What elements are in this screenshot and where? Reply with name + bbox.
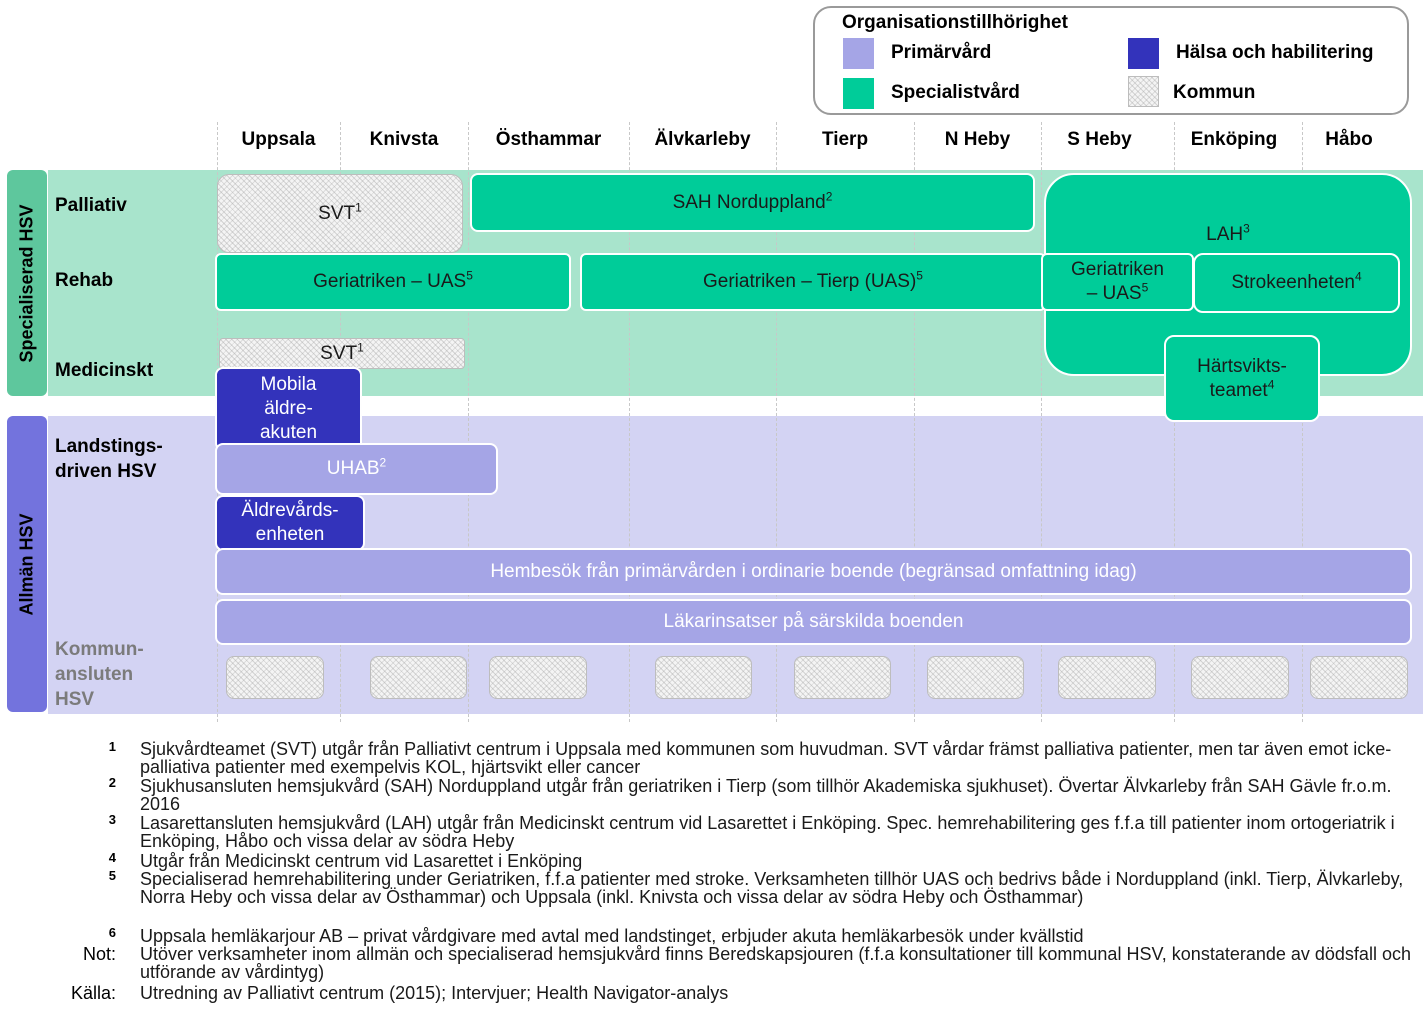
footnote-ref: 5 — [916, 268, 923, 283]
footnote-text: Sjukhusansluten hemsjukvård (SAH) Norduppland utgår från geriatriken i Tierp (som tillhör Akademiska sjukhuset). Övertar Älvkarleby från SAH Gävle fr.o.m. 2016 — [140, 776, 1392, 814]
column-header-tierp: Tierp — [821, 129, 869, 150]
column-header-knivsta: Knivsta — [369, 129, 439, 150]
kommun-box-uppsala — [226, 656, 324, 699]
column-header-habo: Håbo — [1325, 129, 1373, 150]
box-text: UHAB — [326, 458, 380, 479]
box-uhab — [215, 443, 498, 495]
legend — [813, 6, 1409, 115]
box-text: Strokeenheten — [1231, 272, 1355, 293]
row-label-kommunansluten — [55, 637, 144, 712]
footnote-ref: 1 — [355, 200, 362, 215]
box-text: LAH — [1206, 224, 1244, 245]
kommun-box-osthammar — [489, 656, 587, 699]
legend-label-specialistvard: Specialistvård — [891, 82, 1020, 103]
section-specialized-label: Specialiserad HSV — [7, 170, 47, 396]
footnote-number: 6 — [108, 925, 116, 940]
legend-label-primarvard: Primärvård — [891, 42, 992, 63]
row-label-line: Kommun- — [55, 639, 144, 660]
source-text: Utredning av Palliativt centrum (2015); Intervjuer; Health Navigator-analys — [140, 983, 729, 1003]
legend-swatch-specialistvard — [843, 78, 874, 109]
row-label-line: Landstings- — [55, 436, 163, 457]
box-geriatriken-uas — [215, 253, 571, 311]
box-text: Hembesök från primärvården i ordinarie boende (begränsad omfattning idag) — [490, 560, 1137, 582]
column-header-alvkarleby: Älvkarleby — [654, 129, 751, 150]
box-text: Geriatriken – Tierp (UAS) — [703, 271, 917, 292]
legend-swatch-primarvard — [843, 38, 874, 69]
box-mobila-aldreakuten — [215, 367, 362, 451]
legend-label-kommun: Kommun — [1173, 82, 1256, 103]
kommun-box-alvkarleby — [655, 656, 752, 699]
kommun-box-knivsta — [370, 656, 467, 699]
footnote-number: 1 — [108, 739, 116, 754]
footnote-ref: 3 — [1243, 221, 1250, 236]
footnote-text: Uppsala hemläkarjour AB – privat vårdgivare med avtal med landstinget, erbjuder akuta hemläkarbesök under kvällstid — [140, 926, 1084, 946]
legend-title: Organisationstillhörighet — [842, 12, 1068, 33]
footnote-number: 3 — [108, 812, 116, 827]
box-svt-palliativ — [217, 174, 463, 253]
box-text: Äldrevårds- — [241, 500, 339, 521]
box-text: teamet — [1209, 379, 1268, 401]
box-strokeenheten — [1193, 253, 1400, 313]
kommun-box-n-heby — [927, 656, 1024, 699]
footnote-text: Sjukvårdteamet (SVT) utgår från Palliativt centrum i Uppsala med kommunen som huvudman. SVT vårdar främst palliativa patienter, men tar även emot icke-palliativa patienter med exempelvis KOL, hjärtsvikt eller cancer — [140, 739, 1392, 777]
footnote-ref: 5 — [1141, 280, 1149, 295]
legend-label-halsa: Hälsa och habilitering — [1176, 42, 1374, 63]
row-label-line: HSV — [55, 689, 95, 710]
box-text: akuten — [259, 422, 318, 443]
row-label-line: ansluten — [55, 664, 134, 685]
kommun-box-enkoping — [1191, 656, 1289, 699]
note-label: Not: — [82, 944, 116, 964]
section-general-label: Allmän HSV — [7, 416, 47, 712]
footnote-ref: 2 — [825, 189, 833, 204]
footnote-number: 2 — [108, 775, 116, 790]
footnote-ref: 4 — [1354, 269, 1362, 284]
footnote-number: 5 — [108, 868, 116, 883]
box-text: SVT — [318, 202, 356, 224]
row-label-line: driven HSV — [55, 461, 157, 482]
source-label: Källa: — [70, 983, 116, 1003]
legend-swatch-kommun — [1128, 76, 1159, 107]
row-label-rehab: Rehab — [55, 270, 114, 291]
box-text: Geriatriken – UAS — [313, 271, 467, 292]
box-text: äldre- — [264, 398, 313, 419]
footnote-number: 4 — [108, 850, 116, 865]
note-text: Utöver verksamheter inom allmän och specialiserad hemsjukvård finns Beredskapsjouren (f.f.a konsultationer till kommunal HSV, konstaterande av dödsfall och utförande av vårdintyg) — [140, 944, 1411, 982]
footnote-text: Utgår från Medicinskt centrum vid Lasarettet i Enköping — [140, 851, 583, 871]
footnote-text: Lasarettansluten hemsjukvård (LAH) utgår från Medicinskt centrum vid Lasarettet i Enköping. Spec. hemrehabilitering ges f.f.a till patienter inom ortogeriatrik i Enköping, Håbo och vissa delar av södra Heby — [140, 813, 1395, 851]
box-aldrevardsenheten — [215, 495, 365, 551]
box-text: Läkarinsatser på särskilda boenden — [663, 611, 964, 632]
box-hjartsviktsteamet — [1164, 335, 1320, 422]
box-hembesok — [215, 548, 1412, 595]
footnote-text: Specialiserad hemrehabilitering under Geriatriken, f.f.a patienter med stroke. Verksamheten tillhör UAS och bedrivs både i Norduppland (inkl. Tierp, Älvkarleby, Norra Heby och vissa delar av Östhammar) och Uppsala (inkl. Knivsta och vissa delar av södra Heby och Östhammar) — [140, 869, 1404, 907]
kommun-box-tierp — [794, 656, 891, 699]
footnote-ref: 5 — [466, 268, 473, 283]
box-text: SAH Norduppland — [672, 191, 826, 213]
box-text: Härtsvikts- — [1197, 355, 1287, 377]
box-lakarinsatser — [215, 599, 1412, 645]
box-sah-norduppland — [470, 173, 1035, 232]
column-header-uppsala: Uppsala — [241, 129, 316, 150]
column-header-enkoping: Enköping — [1190, 129, 1278, 150]
box-text: – UAS — [1086, 283, 1142, 304]
row-label-landstingsdriven — [55, 434, 163, 484]
column-header-osthammar: Östhammar — [495, 129, 602, 150]
box-geriatriken-uas-sheby — [1041, 253, 1194, 311]
box-text: enheten — [255, 524, 325, 545]
column-header-n-heby: N Heby — [944, 129, 1011, 150]
row-label-palliativ: Palliativ — [55, 195, 127, 216]
footnote-ref: 1 — [357, 340, 364, 355]
footnote-ref: 4 — [1267, 377, 1275, 392]
column-header-s-heby: S Heby — [1067, 129, 1132, 150]
box-text: SVT — [320, 342, 358, 364]
box-geriatriken-tierp — [580, 253, 1046, 311]
footnote-ref: 2 — [379, 455, 387, 470]
box-text: Geriatriken — [1071, 259, 1164, 280]
legend-swatch-halsa — [1128, 38, 1159, 69]
box-svt-medicinskt — [219, 338, 465, 369]
kommun-box-habo — [1310, 656, 1408, 699]
kommun-box-s-heby — [1058, 656, 1156, 699]
row-label-medicinskt: Medicinskt — [55, 360, 154, 381]
box-text: Mobila — [260, 374, 317, 395]
